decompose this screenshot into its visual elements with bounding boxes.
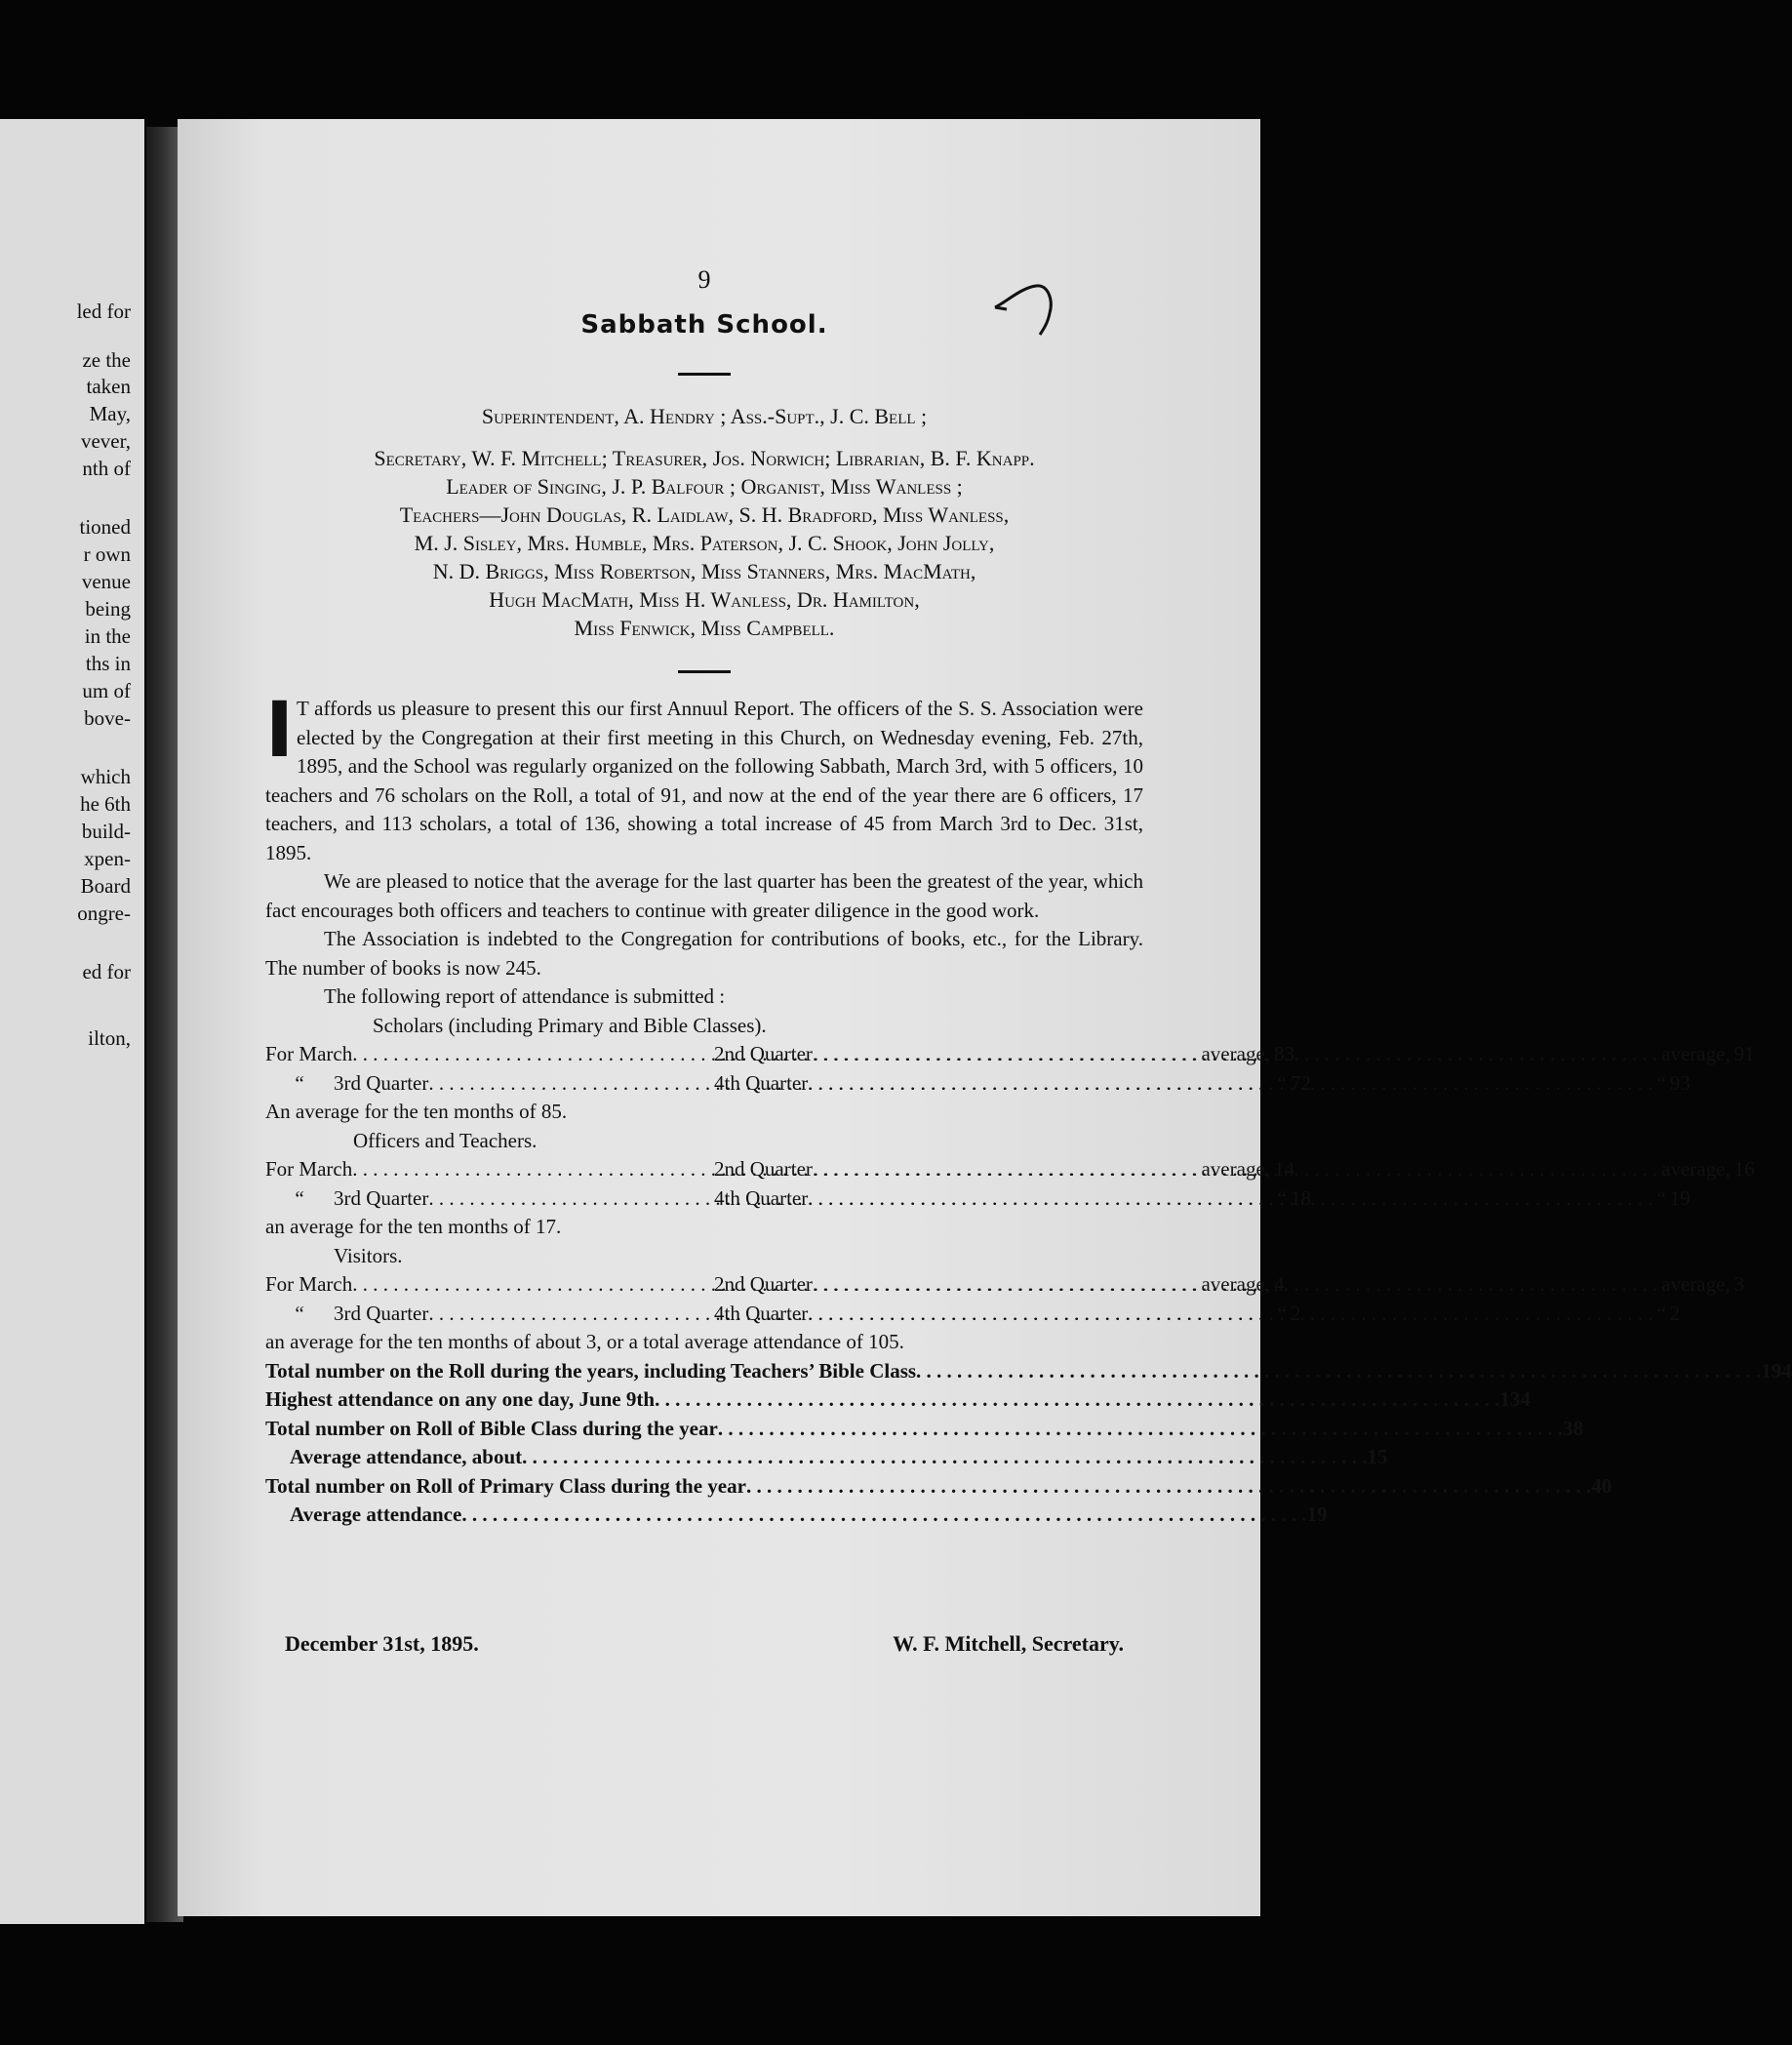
- left-page-text: tioned: [79, 515, 131, 539]
- measure-word: “: [1656, 1070, 1666, 1095]
- period-label: 4th Quarter: [714, 1301, 809, 1325]
- paragraph: The Association is indebted to the Congregation for contributions of books, etc., for the Library. The number of books is now 245.: [265, 927, 1143, 980]
- ditto-mark: “: [295, 1070, 304, 1095]
- report-body: [265, 687, 1792, 1530]
- period-label: 3rd Quarter: [334, 1070, 429, 1095]
- period-label: 4th Quarter: [714, 1070, 809, 1095]
- intro-paragraph: [265, 687, 1143, 867]
- total-value: 194: [1761, 1358, 1792, 1383]
- page-number: 9: [697, 265, 711, 294]
- total-row: [265, 1415, 1584, 1444]
- total-label: Average attendance, about: [290, 1445, 523, 1468]
- officers-list: [265, 402, 1143, 642]
- left-page-text: xpen-: [84, 847, 131, 870]
- report-date: December 31st, 1895.: [285, 1631, 479, 1656]
- total-row: [265, 1357, 1792, 1386]
- total-value: 15: [1367, 1445, 1388, 1468]
- attendance-value: 3: [1733, 1272, 1745, 1296]
- period-label: 2nd Quarter: [714, 1157, 813, 1181]
- measure-word: “: [1656, 1185, 1666, 1210]
- left-page-text: build-: [81, 820, 131, 843]
- total-label: Total number on Roll of Primary Class during the year: [265, 1473, 746, 1498]
- section-summary: an average for the ten months of about 3, or a total average attendance of 105.: [265, 1330, 904, 1353]
- left-page-text: which: [80, 765, 131, 788]
- attendance-value: 2: [1290, 1301, 1301, 1325]
- paragraph: We are pleased to notice that the average for the last quarter has been the greatest of the year, which fact encourages both officers and teachers to continue with greater diligence in the good work.: [265, 869, 1143, 922]
- left-page-fragment: [0, 119, 144, 1924]
- totals-list: [265, 1357, 1792, 1530]
- section-summary: An average for the ten months of 85.: [265, 1100, 568, 1123]
- left-page-text: r own: [83, 542, 131, 566]
- left-page-text: ze the: [82, 348, 131, 372]
- left-page-text: being: [85, 597, 131, 621]
- left-page-text: May,: [89, 402, 131, 425]
- measure-word: average,: [1201, 1272, 1271, 1296]
- period-label: 2nd Quarter: [714, 1272, 813, 1296]
- left-page-text: ed for: [82, 960, 131, 983]
- divider: [678, 373, 731, 376]
- attendance-row: [265, 1155, 1755, 1184]
- left-page-text: vever,: [80, 429, 131, 453]
- signature-line: [265, 1631, 1143, 1657]
- officer-line: M. J. Sisley, Mrs. Humble, Mrs. Paterson, J. C. Shook, John Jolly,: [414, 531, 995, 555]
- period-label: For March: [265, 1157, 353, 1181]
- measure-word: “: [1277, 1185, 1287, 1210]
- officer-line: N. D. Briggs, Miss Robertson, Miss Stanners, Mrs. MacMath,: [432, 559, 976, 583]
- total-value: 40: [1591, 1473, 1613, 1498]
- total-row: [265, 1472, 1613, 1502]
- measure-word: “: [1656, 1301, 1666, 1325]
- total-row: [265, 1443, 1388, 1472]
- section-title: Officers and Teachers.: [353, 1128, 538, 1152]
- attendance-sections: [265, 1012, 1755, 1357]
- page: [178, 119, 1792, 1916]
- period-label: For March: [265, 1272, 353, 1296]
- officer-line: Leader of Singing, J. P. Balfour ; Organist, Miss Wanless ;: [446, 474, 963, 499]
- measure-word: “: [1277, 1301, 1287, 1325]
- attendance-row: [265, 1270, 1745, 1300]
- period-label: 4th Quarter: [714, 1185, 809, 1210]
- attendance-row: [265, 1040, 1755, 1069]
- total-value: 19: [1306, 1503, 1328, 1526]
- total-row: [265, 1385, 1531, 1415]
- attendance-value: 93: [1669, 1070, 1691, 1095]
- page-title: Sabbath School.: [580, 310, 828, 340]
- attendance-value: 72: [1290, 1070, 1311, 1095]
- officer-line: Superintendent, A. Hendry ; Ass.-Supt., J. C. Bell ;: [481, 404, 928, 428]
- drop-cap: I: [265, 687, 295, 775]
- measure-word: average,: [1661, 1272, 1731, 1296]
- total-label: Average attendance: [290, 1503, 462, 1526]
- left-page-text: venue: [81, 570, 131, 593]
- left-page-text: ilton,: [88, 1026, 131, 1050]
- ditto-mark: “: [295, 1185, 304, 1210]
- measure-word: average,: [1201, 1157, 1271, 1181]
- ditto-mark: “: [295, 1301, 304, 1325]
- officer-line: Miss Fenwick, Miss Campbell.: [574, 616, 835, 640]
- measure-word: average,: [1661, 1157, 1731, 1181]
- attendance-row: [265, 1069, 1691, 1099]
- left-page-text: ths in: [85, 652, 131, 675]
- period-label: 3rd Quarter: [334, 1185, 429, 1210]
- report-intro: The following report of attendance is submitted :: [324, 984, 726, 1008]
- attendance-value: 14: [1274, 1157, 1295, 1181]
- divider: [678, 670, 731, 673]
- section-summary: an average for the ten months of 17.: [265, 1215, 562, 1238]
- officer-line: Teachers—John Douglas, R. Laidlaw, S. H. Bradford, Miss Wanless,: [399, 502, 1010, 527]
- left-page-text: ongre-: [77, 902, 131, 925]
- section-title: Scholars (including Primary and Bible Classes).: [373, 1013, 767, 1037]
- attendance-value: 91: [1733, 1042, 1755, 1065]
- secretary-signature: W. F. Mitchell, Secretary.: [893, 1631, 1124, 1656]
- left-page-text: led for: [76, 300, 131, 323]
- officer-line: Secretary, W. F. Mitchell; Treasurer, Jos. Norwich; Librarian, B. F. Knapp.: [374, 446, 1035, 470]
- left-page-text: he 6th: [80, 792, 131, 816]
- attendance-value: 83: [1274, 1042, 1295, 1065]
- intro-text: T affords us pleasure to present this our first Annuul Report. The officers of the S. S. Association were elected by the Congregation at their first meeting in this Church, on Wednesday evening, Feb. 27th, 1895, and the School was regularly organized on the following Sabbath, March 3rd, with 5 officers, 10 teachers and 76 scholars on the Roll, a total of 91, and now at the end of the year there are 6 officers, 17 teachers, and 113 scholars, a total of 136, showing a total increase of 45 from March 3rd to Dec. 31st, 1895.: [265, 697, 1143, 864]
- attendance-value: 2: [1669, 1301, 1681, 1325]
- left-page-text: bove-: [84, 706, 131, 730]
- period-label: 2nd Quarter: [714, 1042, 813, 1065]
- attendance-row: [265, 1300, 1681, 1329]
- officer-line: Hugh MacMath, Miss H. Wanless, Dr. Hamilton,: [489, 587, 920, 612]
- attendance-value: 16: [1733, 1157, 1755, 1181]
- attendance-row: [265, 1184, 1691, 1214]
- attendance-value: 19: [1669, 1185, 1691, 1210]
- period-label: 3rd Quarter: [334, 1301, 429, 1325]
- attendance-value: 18: [1290, 1185, 1311, 1210]
- total-value: 38: [1563, 1416, 1584, 1440]
- attendance-value: 4: [1274, 1272, 1285, 1296]
- left-page-text: um of: [82, 679, 131, 702]
- total-value: 134: [1499, 1387, 1531, 1411]
- measure-word: average,: [1661, 1042, 1731, 1065]
- left-page-text: in the: [84, 624, 131, 648]
- section-title: Visitors.: [334, 1243, 403, 1267]
- total-label: Total number on the Roll during the years, including Teachers’ Bible Class: [265, 1358, 917, 1383]
- total-label: Highest attendance on any one day, June 9th: [265, 1387, 656, 1411]
- total-label: Total number on Roll of Bible Class during the year: [265, 1416, 718, 1440]
- left-page-text: nth of: [82, 457, 131, 480]
- measure-word: average,: [1201, 1042, 1271, 1065]
- period-label: For March: [265, 1042, 353, 1065]
- left-page-text: Board: [80, 874, 131, 898]
- total-row: [265, 1501, 1328, 1530]
- measure-word: “: [1277, 1070, 1287, 1095]
- left-page-text: taken: [86, 375, 131, 398]
